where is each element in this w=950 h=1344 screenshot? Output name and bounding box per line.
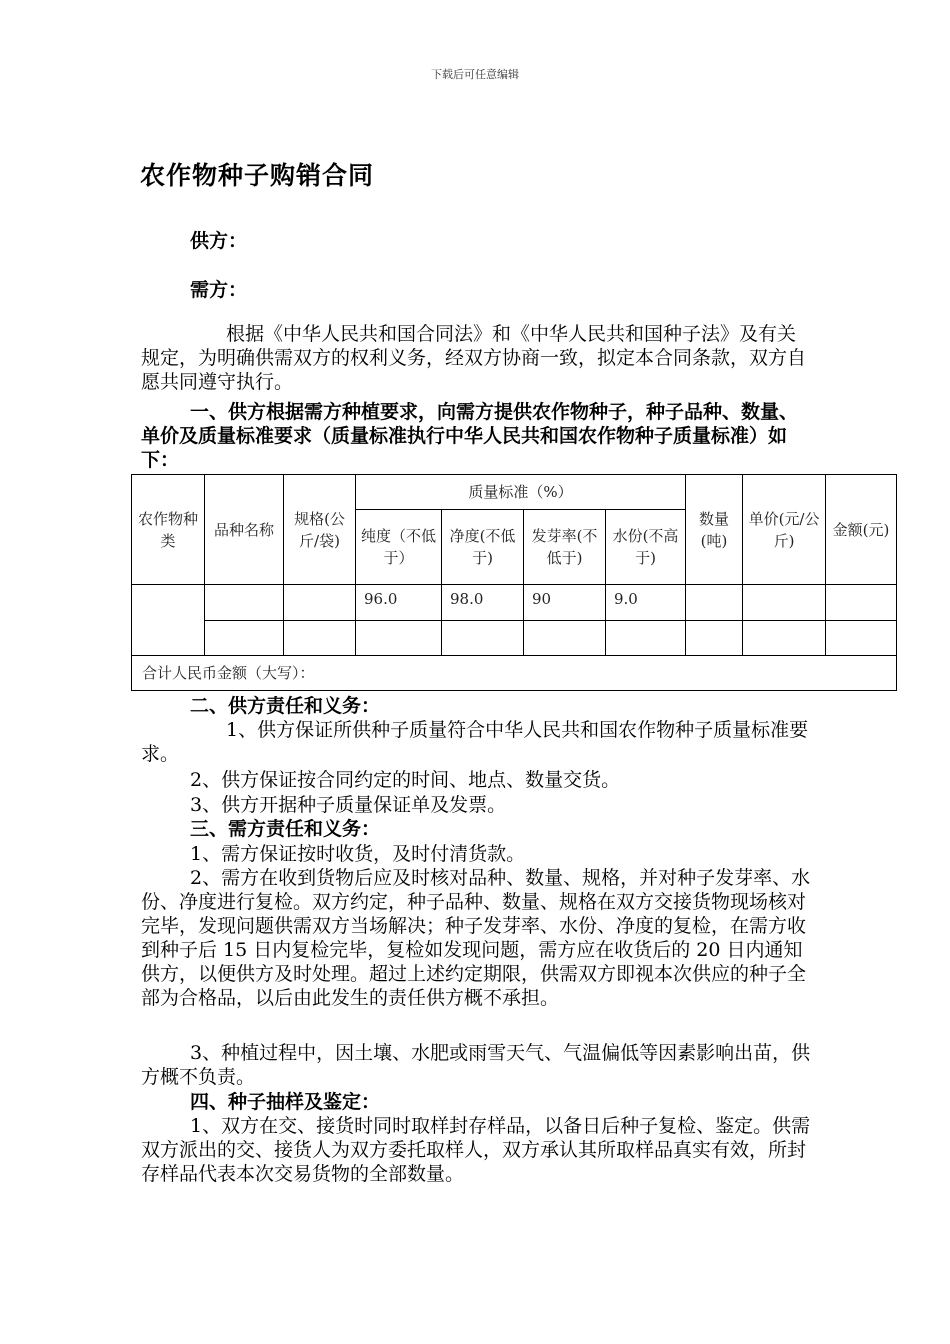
section1-heading: 一、供方根据需方种植要求，向需方提供农作物种子，种子品种、数量、单价及质量标准要求（质量标准执行中华人民共和国农作物种子质量标准）如下：: [141, 401, 799, 471]
section2-item3: 3、供方开据种子质量保证单及发票。: [190, 794, 507, 816]
col-spec: 规格(公斤/袋): [284, 475, 356, 585]
section4-item1: 1、双方在交、接货时同时取样封存样品，以备日后种子复检、鉴定。供需双方派出的交、接货人为双方委托取样人，双方承认其所取样品真实有效，所封存样品代表本次交易货物的全部数量。: [141, 1115, 811, 1185]
table-cell: [132, 585, 205, 656]
document-title: 农作物种子购销合同: [140, 161, 375, 190]
col-germination: 发芽率(不低于): [524, 510, 606, 585]
col-moisture: 水份(不高于): [606, 510, 686, 585]
table-cell: [826, 621, 897, 656]
purity-value: 96.0: [356, 585, 442, 621]
table-cell: [743, 621, 826, 656]
table-cell: [284, 621, 356, 656]
table-cell: [284, 585, 356, 621]
section2-item2: 2、供方保证按合同约定的时间、地点、数量交货。: [190, 769, 621, 791]
section3-item2: 2、需方在收到货物后应及时核对品种、数量、规格，并对种子发芽率、水份、净度进行复检。双方约定，种子品种、数量、规格在双方交接货物现场核对完毕，发现问题供需双方当场解决；种子发芽率、水份、净度的复检，在需方收到种子后 15 日内复检完毕，复检如发现问题，需方应在收货后的 20 日内通知供方，以便供方及时处理。超过上述约定期限，供需双方即视本次供应的种子全部为合格品，以后由此发生的责任供方概不承担。: [141, 867, 811, 1009]
germination-value: 90: [524, 585, 606, 621]
buyer-label: 需方：: [190, 279, 248, 301]
header-note: 下载后可任意编辑: [431, 68, 519, 81]
table-cell: [442, 621, 524, 656]
col-quantity: 数量(吨): [686, 475, 743, 585]
total-amount-row: 合计人民币金额（大写）：: [132, 656, 897, 691]
table-cell: [205, 621, 284, 656]
col-quality-standard: 质量标准（%）: [356, 475, 686, 510]
section3-item1: 1、需方保证按时收货，及时付清货款。: [190, 843, 526, 865]
table-cell: [356, 621, 442, 656]
table-cell: [205, 585, 284, 621]
table-cell: [686, 621, 743, 656]
table-cell: [524, 621, 606, 656]
table-cell: [826, 585, 897, 621]
col-amount: 金额(元): [826, 475, 897, 585]
supplier-label: 供方：: [190, 230, 248, 252]
quality-table: [131, 474, 897, 691]
table-cell: [686, 585, 743, 621]
section4-heading: 四、种子抽样及鉴定：: [190, 1091, 381, 1113]
section2-heading: 二、供方责任和义务：: [190, 695, 381, 717]
section3-item3: 3、种植过程中，因土壤、水肥或雨雪天气、气温偏低等因素影响出苗，供方概不负责。: [141, 1042, 811, 1088]
intro-paragraph: 根据《中华人民共和国合同法》和《中华人民共和国种子法》及有关规定，为明确供需双方的权利义务，经双方协商一致，拟定本合同条款，双方自愿共同遵守执行。: [141, 323, 807, 393]
col-cleanliness: 净度(不低于): [442, 510, 524, 585]
moisture-value: 9.0: [606, 585, 686, 621]
cleanliness-value: 98.0: [442, 585, 524, 621]
section3-heading: 三、需方责任和义务：: [190, 818, 381, 840]
col-variety: 品种名称: [205, 475, 284, 585]
table-cell: [606, 621, 686, 656]
section2-item1: 1、供方保证所供种子质量符合中华人民共和国农作物种子质量标准要求。: [141, 719, 809, 765]
col-unit-price: 单价(元/公斤): [743, 475, 826, 585]
col-crop-type: 农作物种类: [132, 475, 205, 585]
col-purity: 纯度（不低于）: [356, 510, 442, 585]
table-cell: [743, 585, 826, 621]
